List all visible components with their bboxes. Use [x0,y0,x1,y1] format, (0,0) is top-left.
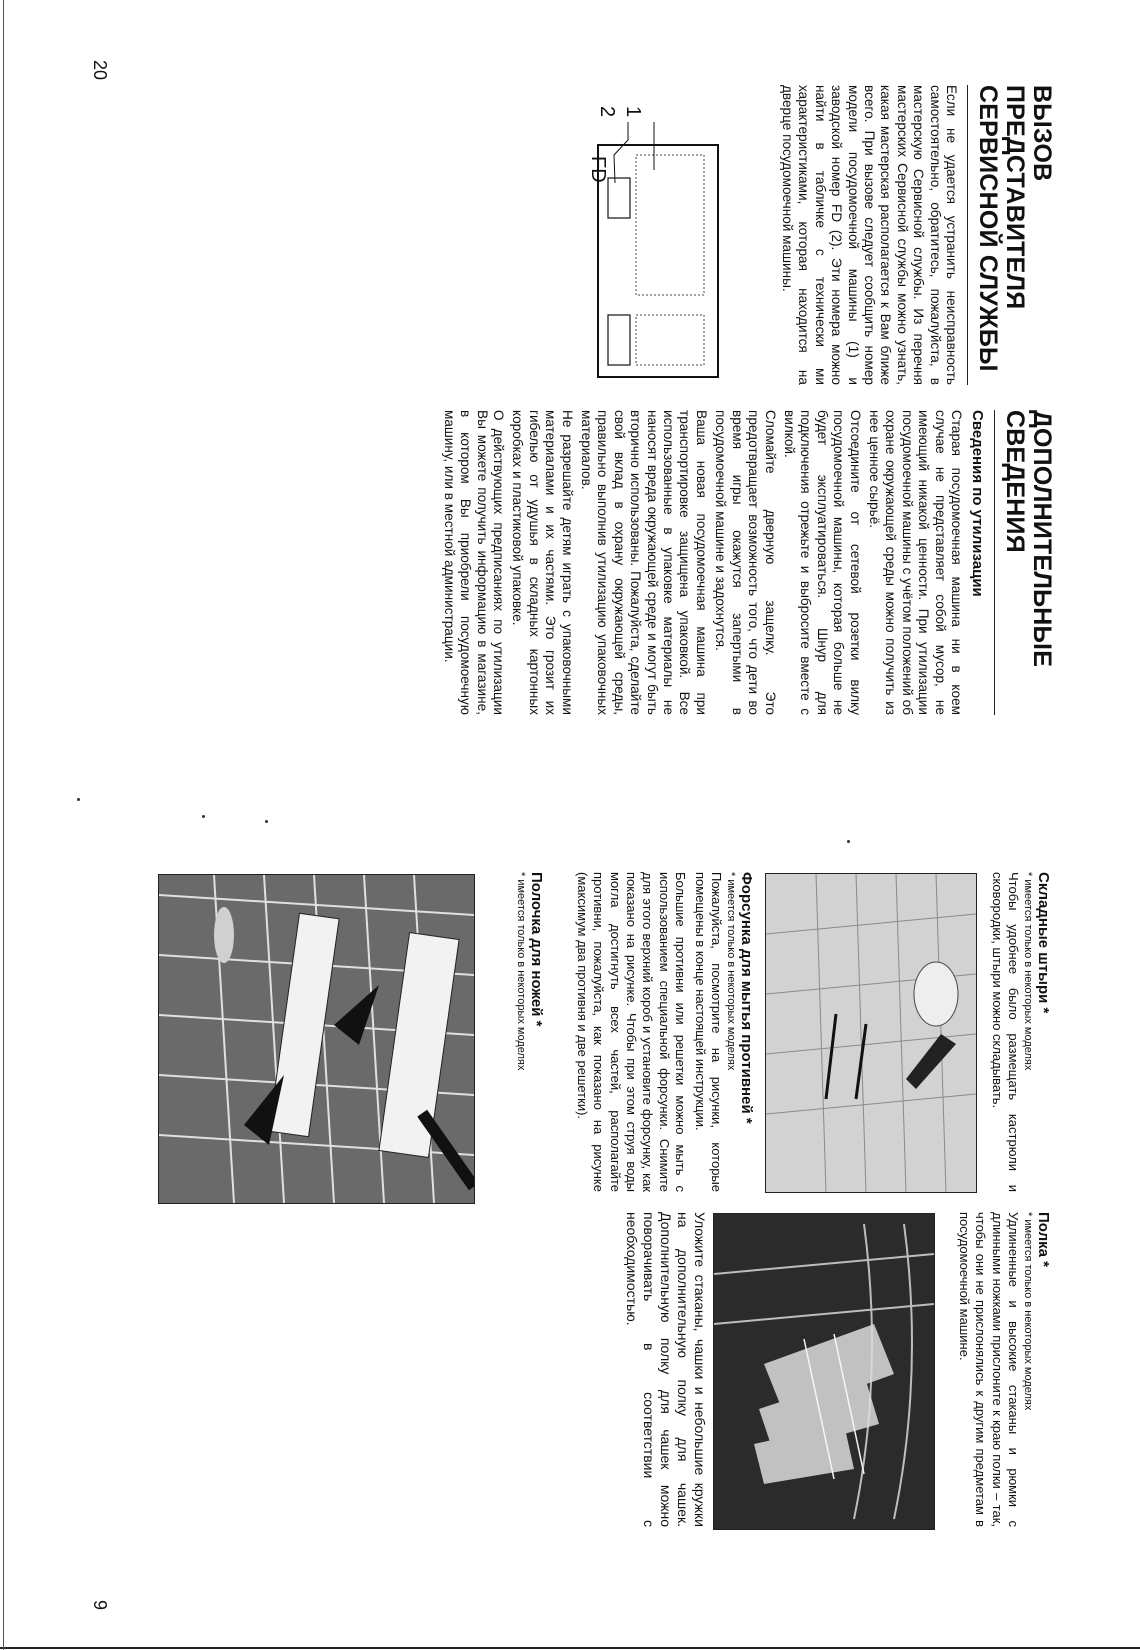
plate-fd-label: FD [587,156,609,183]
shelf-photo [713,1213,935,1530]
recycling-paragraph: Сломайте дверную защелку. Это предотвращает возможность того, что дети во время игры окажутся запертыми в посудомоечной машине и задохнутся. [713,410,778,715]
service-title-1: ВЫЗОВ ПРЕДСТАВИТЕЛЯ [1001,85,1056,310]
additional-title-1: ДОПОЛНИТЕЛЬНЫЕ [1028,410,1056,668]
shelf-note: * имеется только в некоторых моделях [1022,1212,1034,1411]
service-rule [967,85,968,385]
nozzle-text-1: Пожалуйста, посмотрите на рисунки, которые помещены в конце настоящей инструкции. [692,872,724,1192]
pins-text: Чтобы удобнее было размещать кастрюли и сковородки, штыри можно складывать. [989,872,1021,1192]
plate-callout-1: 1 [622,106,644,118]
recycling-paragraph: Не разрешайте детям играть с упаковочными материалами и их частями. Это грозит их гибелью от удушья в складных картонных коробках и пластиковой упаковке. [510,410,575,715]
knives-photo [158,874,475,1204]
recycling-paragraph: Старая посудомоечная машина ни в коем случае не представляет собой мусор, не имеющий никакой ценности. При утилизации посудомоечной машины с учётом положений об охране окружающей среды можно получить из нее ценное сырьё. [866,410,964,715]
shelf-section [952,1212,1052,1527]
recycling-paragraph: Ваша новая посудомоечная машина при транспортировке защищена упаковкой. Все использованные в упаковке материалы не наносят вреда окружающей среде и могут быть вторично использованы. Пожалуйста, сделайте свой вклад в охрану окружающей среды, правильно выполнив утилизацию упаковочных материалов. [579,410,709,715]
scan-speck [265,820,268,823]
additional-rule [994,410,995,715]
pins-photo-illustration [766,874,976,1192]
shelf-photo-illustration [714,1214,934,1529]
page-number-left: 20 [90,60,110,81]
scan-speck [847,840,850,843]
service-text: Если не удается устранить неисправность самостоятельно, обратитесь, пожалуйста, в мастерскую Сервисной службы. Из перечня мастерских Сервисной службы можно узнать, какая мастерская располагается к Вам ближе всего. При вызове следует сообщить номер модели посудомоечной машины (1) и заводской номер FD (2). Эти номера можно найти в табличке с технически ми характеристиками, которая находится на дверце посудомоечной машины. [779,85,959,385]
shelf-text-1: Удлиненные и высокие стаканы и рюмки с длинными ножками прислоните к краю полки – так, чтобы они не прислонялись к другим предметам в посудомоечной машине. [956,1212,1021,1527]
knives-section [514,872,545,1192]
shelf-text-2: Уложите стаканы, чашки и небольшие кружки на дополнительную полку для чашек. Дополнительную полку для чашек можно поворачивать в соответствии с необходимостью. [624,1212,708,1527]
nozzle-title: Форсунка для мытья противней * [738,872,755,1124]
pins-title: Складные штыри * [1035,872,1052,1014]
pins-photo [765,873,977,1193]
knives-note: * имеется только в некоторых моделях [515,872,527,1071]
recycling-paragraph: Отсоедините от сетевой розетки вилку посудомоечной машины, которая больше не будет эксплуатироваться. Шнур для подключения отрежьте и выбросите вместе с вилкой. [781,410,863,715]
type-plate-drawing [540,90,740,390]
scan-edge-bottom [3,0,4,1650]
type-plate-figure [540,90,740,390]
nozzle-text-2: Большие противни или решетки можно мыть с использованием специальной форсунки. Снимите для этого верхний короб и установите форсунку, как показано на рисунке. Чтобы при этом струя воды могла достигнуть всех частей, располагайте противни, пожалуйста, как показано на рисунке (максимум два противня и две решетки). [574,872,689,1192]
nozzle-note: * имеется только в некоторых моделях [725,872,737,1071]
service-section [776,85,1055,385]
pins-note: * имеется только в некоторых моделях [1022,872,1034,1071]
additional-section [437,410,1055,715]
scan-speck [202,815,205,818]
scan-speck [77,798,80,801]
plate-callout-2: 2 [596,106,618,118]
service-title-2: СЕРВИСНОЙ СЛУЖБЫ [974,85,1002,372]
recycling-paragraph: О действующих предписаниях по утилизации Вы можете получить информацию в магазине, в котором Вы приобрели посудомоечную машину, или в местной администрации. [441,410,507,715]
pins-section [985,872,1052,1192]
shelf-section-2 [620,1212,708,1527]
page-number-right: 9 [90,1600,110,1611]
shelf-title: Полка * [1035,1212,1052,1267]
knives-photo-illustration [159,875,474,1203]
nozzle-section [570,872,755,1192]
additional-title-2: СВЕДЕНИЯ [1001,410,1029,553]
knives-title: Полочка для ножей * [528,872,545,1027]
recycling-subtitle: Сведения по утилизации [969,410,986,597]
scan-edge [0,1647,1140,1649]
